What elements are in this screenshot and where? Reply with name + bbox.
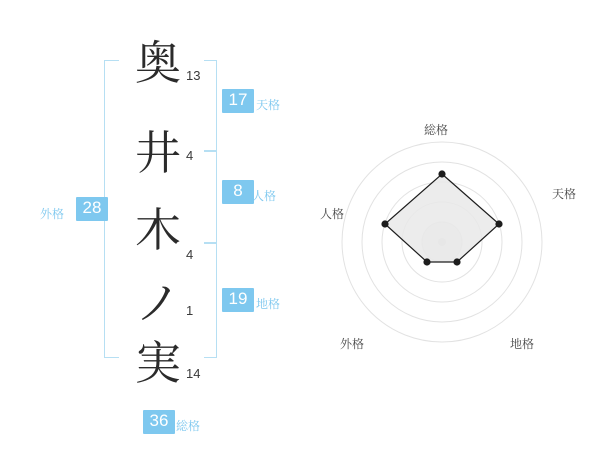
radar-axis-label-gaikaku: 外格 xyxy=(340,337,365,351)
radar-chart-svg xyxy=(320,0,600,470)
tenkaku-label: 天格 xyxy=(256,98,281,112)
radar-axis-label-chikaku: 地格 xyxy=(510,337,535,351)
tenkaku-value-chip[interactable]: 17 xyxy=(222,89,254,113)
stroke-count-1: 13 xyxy=(186,68,201,83)
jinkaku-value-chip[interactable]: 8 xyxy=(222,180,254,204)
kanji-char-2: 井 xyxy=(135,126,181,180)
kanji-char-3: 木 xyxy=(135,203,181,257)
radar-axis-label-tenkaku: 天格 xyxy=(552,187,577,201)
kanji-char-1: 奥 xyxy=(135,36,181,90)
radar-chart xyxy=(320,0,600,470)
radar-point-jinkaku xyxy=(381,220,388,227)
chikaku-value-chip[interactable]: 19 xyxy=(222,288,254,312)
kanji-char-4: ノ xyxy=(135,276,181,330)
soukaku-value-chip[interactable]: 36 xyxy=(143,410,175,434)
outer-label: 外格 xyxy=(40,207,65,221)
soukaku-label: 総格 xyxy=(176,419,201,433)
chikaku-label: 地格 xyxy=(256,297,281,311)
tenkaku-bracket xyxy=(204,60,217,152)
chikaku-bracket xyxy=(204,242,217,358)
radar-point-tenkaku xyxy=(495,220,502,227)
radar-axis-label-jinkaku: 人格 xyxy=(320,207,345,221)
jinkaku-bracket xyxy=(204,150,217,244)
stroke-count-2: 4 xyxy=(186,148,194,163)
stroke-count-3: 4 xyxy=(186,247,194,262)
stroke-count-5: 14 xyxy=(186,366,201,381)
kanji-char-5: 実 xyxy=(135,336,181,390)
stroke-count-4: 1 xyxy=(186,303,194,318)
radar-point-gaikaku xyxy=(423,258,430,265)
radar-axis-label-soukaku: 総格 xyxy=(424,123,449,137)
radar-point-chikaku xyxy=(453,258,460,265)
radar-point-soukaku xyxy=(438,170,445,177)
outer-value-chip[interactable]: 28 xyxy=(76,197,108,221)
jinkaku-label: 人格 xyxy=(252,189,277,203)
